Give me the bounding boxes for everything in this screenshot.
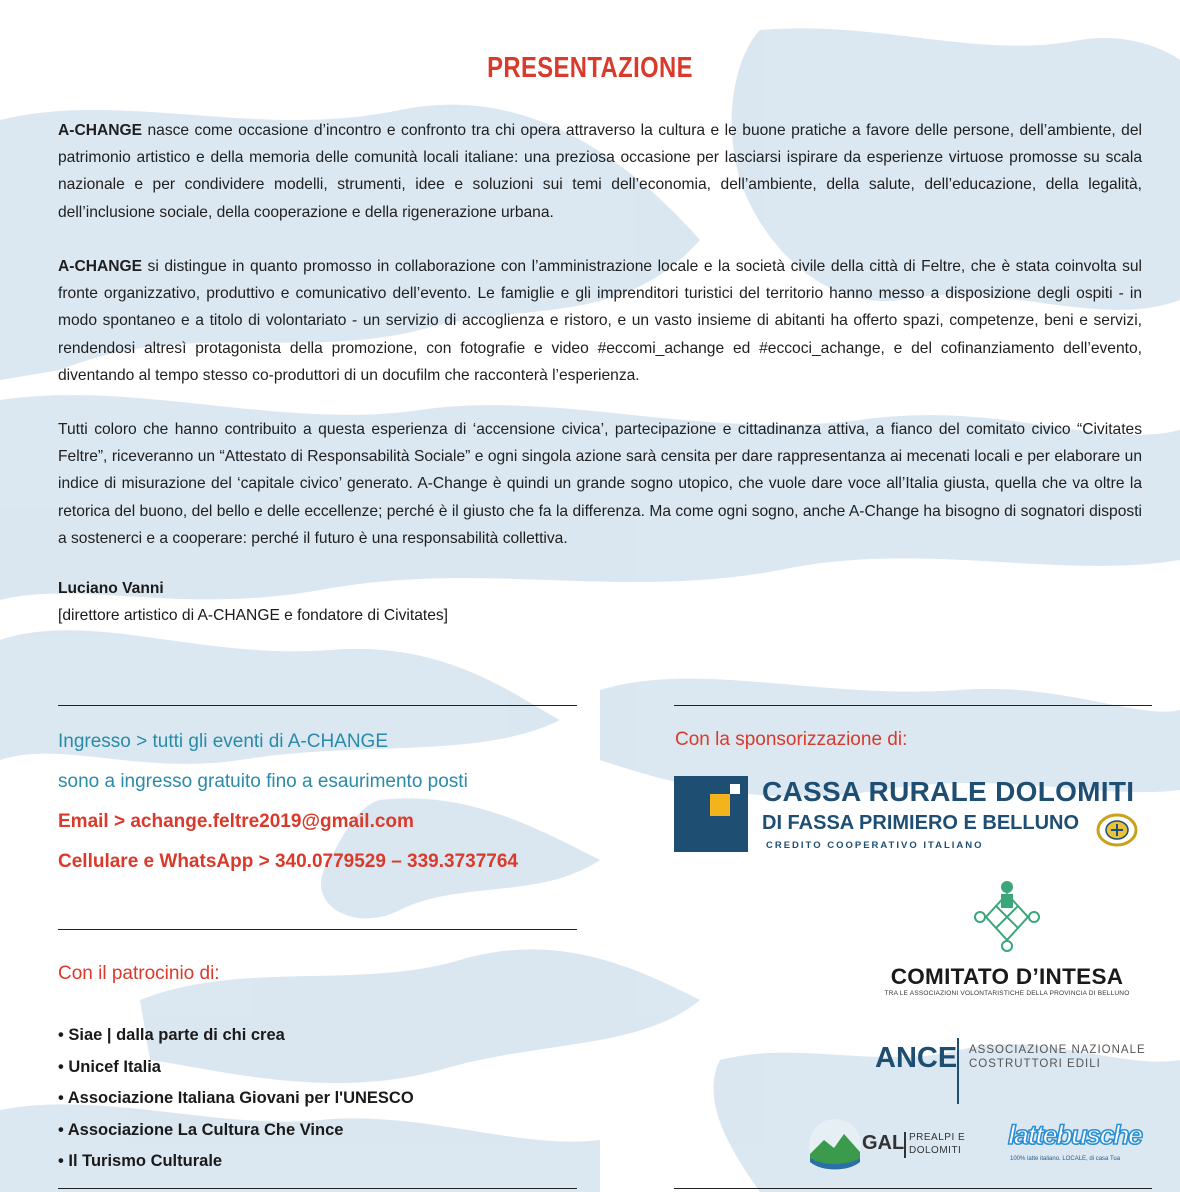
- list-item: • Unicef Italia: [58, 1057, 161, 1076]
- signature-name: Luciano Vanni: [58, 580, 164, 597]
- logo-text: ANCE: [875, 1042, 958, 1074]
- paragraph-text: si distingue in quanto promosso in collaborazione con l’amministrazione locale e la società civile della città di Feltre, che è stata coinvolta sul fronte organizzativo, produttivo e comunicativo dell’evento. Le famiglie e gli imprenditori turistici del territorio hanno messo a disposizione degli ospiti - in modo spontaneo e a titolo di volontariato - un servizio di accoglienza e ristoro, e un vasto insieme di abitanti ha offerto spazi, competenze, beni e servizi, rendendosi altresì protagonista della promozione, con fotografie e video #eccomi_achange ed #eccoci_achange, e del cofinanziamento dell’evento, diventando al tempo stesso co-produttori di un docufilm che racconterà l’esperienza.: [58, 258, 1142, 384]
- logo-text: CREDITO COOPERATIVO ITALIANO: [766, 840, 984, 851]
- patronage-heading: Con il patrocinio di:: [58, 963, 220, 984]
- ance-logo: [873, 1038, 1146, 1104]
- brand-name: A-CHANGE: [58, 122, 143, 139]
- presentation-paragraph-1: [58, 117, 1142, 226]
- divider: [58, 1188, 577, 1189]
- bcc-seal-icon: [1096, 812, 1138, 848]
- signature-role: [direttore artistico di A-CHANGE e fondatore di Civitates]: [58, 607, 449, 624]
- list-item: • Associazione La Cultura Che Vince: [58, 1120, 344, 1139]
- comitato-emblem-icon: [970, 880, 1044, 954]
- logo-divider: [904, 1132, 906, 1158]
- logo-text: ASSOCIAZIONE NAZIONALE: [969, 1044, 1146, 1056]
- list-item: • Siae | dalla parte di chi crea: [58, 1026, 285, 1044]
- comitato-intesa-logo: [872, 880, 1142, 1000]
- divider: [674, 1188, 1152, 1189]
- cassa-square-icon: [674, 776, 748, 852]
- email-contact[interactable]: Email > achange.feltre2019@gmail.com: [58, 811, 414, 832]
- patronage-list: [58, 1026, 414, 1179]
- list-item: • Il Turismo Culturale: [58, 1152, 223, 1170]
- lattebusche-logo: [1008, 1120, 1142, 1170]
- logo-text: TRA LE ASSOCIAZIONI VOLONTARISTICHE DELLA PROVINCIA DI BELLUNO: [884, 990, 1130, 997]
- logo-text: COMITATO D’INTESA: [890, 964, 1124, 989]
- brand-name: A-CHANGE: [58, 258, 143, 275]
- divider: [58, 929, 577, 930]
- logo-text: GAL: [862, 1132, 905, 1154]
- logo-text: DOLOMITI: [909, 1145, 962, 1156]
- phone-contact[interactable]: Cellulare e WhatsApp > 340.0779529 – 339.3737764: [58, 851, 518, 872]
- logo-text: CASSA RURALE DOLOMITI: [762, 776, 1135, 807]
- logo-text: DI FASSA PRIMIERO E BELLUNO: [762, 812, 1080, 834]
- presentation-paragraph-2: [58, 253, 1142, 389]
- logo-divider: [957, 1038, 959, 1104]
- cassa-rurale-logo: [674, 776, 1144, 854]
- paragraph-text: nasce come occasione d’incontro e confronto tra chi opera attraverso la cultura e le buone pratiche a favore delle persone, dell’ambiente, del patrimonio artistico e della memoria delle comunità locali italiane: una preziosa occasione per lasciarsi ispirare da esperienze virtuose promosse su scala nazionale e per condividere modelli, strumenti, idee e soluzioni sui temi dell’economia, dell’ambiente, della salute, dell’educazione, della legalità, dell’inclusione sociale, della cooperazione e della rigenerazione urbana.: [58, 122, 1142, 221]
- logo-text: 100% latte italiano. LOCALE, di casa Tua: [1010, 1156, 1121, 1162]
- divider: [58, 705, 577, 706]
- mountain-icon: [808, 1118, 862, 1172]
- logo-text: lattebusche: [1008, 1120, 1142, 1150]
- divider: [674, 705, 1152, 706]
- presentation-paragraph-3: Tutti coloro che hanno contribuito a questa esperienza di ‘accensione civica’, partecipazione e cittadinanza attiva, a fianco del comitato civico “Civitates Feltre”, riceveranno un “Attestato di Responsabilità Sociale” e ogni singola azione sarà censita per dare rappresentanza ai mecenati locali e per elaborare un indice di misurazione del ‘capitale civico’ generato. A-Change è quindi un grande sogno utopico, che vuole dare voce all’Italia giusta, quella che va oltre la retorica del buono, del bello e delle eccellenze; perché è il giusto che fa la differenza. Ma come ogni sogno, anche A-Change ha bisogno di sognatori disposti a sostenerci e a cooperare: perché il futuro è una responsabilità collettiva.: [58, 421, 1142, 547]
- entry-info-free: sono a ingresso gratuito fino a esaurimento posti: [58, 771, 468, 792]
- gal-prealpi-logo: [808, 1118, 978, 1172]
- page-title: PRESENTAZIONE: [487, 52, 693, 84]
- logo-text: COSTRUTTORI EDILI: [969, 1058, 1101, 1070]
- entry-info: Ingresso > tutti gli eventi di A-CHANGE: [58, 731, 389, 752]
- list-item: • Associazione Italiana Giovani per l'UNESCO: [58, 1089, 414, 1107]
- logo-text: PREALPI E: [909, 1132, 966, 1143]
- sponsorship-heading: Con la sponsorizzazione di:: [675, 729, 908, 750]
